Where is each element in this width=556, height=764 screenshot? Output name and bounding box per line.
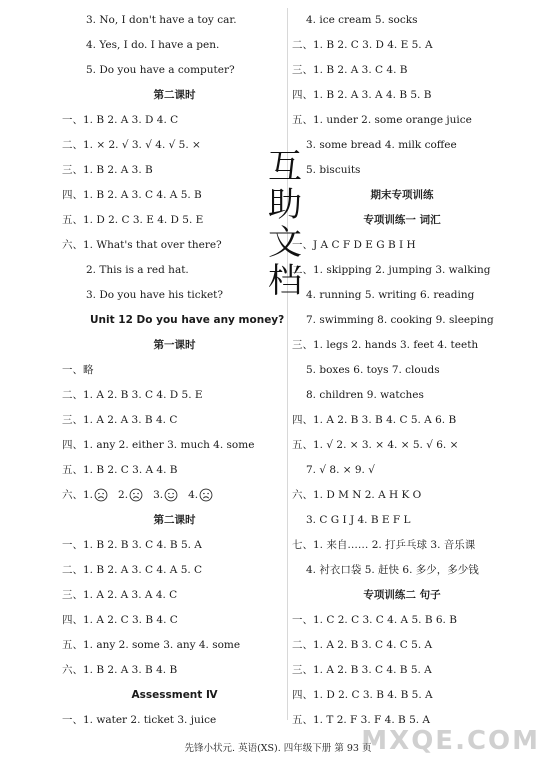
answer-line: 五、1. T 2. F 3. F 4. B 5. A	[292, 714, 431, 726]
answer-line: 3. No, I don't have a toy car.	[86, 14, 237, 26]
answer-line: 5. Do you have a computer?	[86, 64, 235, 76]
answer-line: 2. This is a red hat.	[86, 264, 189, 276]
handwritten-watermark	[268, 148, 308, 300]
answer-line: 五、1. D 2. C 3. E 4. D 5. E	[62, 214, 204, 226]
sad-face-icon	[129, 488, 143, 502]
answer-line: 五、1. any 2. some 3. any 4. some	[62, 639, 241, 651]
right-column	[292, 8, 512, 733]
answer-line: 一、J A C F D E G B I H	[292, 239, 416, 251]
answer-line: 五、1. √ 2. × 3. × 4. × 5. √ 6. ×	[292, 439, 459, 451]
answer-line: 六、1. What's that over there?	[62, 239, 222, 251]
answer-line: 四、1. D 2. C 3. B 4. B 5. A	[292, 689, 433, 701]
site-watermark-stamp: MXQE.COM	[361, 726, 540, 756]
answer-line: 7. swimming 8. cooking 9. sleeping	[306, 314, 494, 326]
page-footer: 先锋小状元. 英语(XS). 四年级下册 第 93 页	[184, 743, 372, 754]
section-heading: 期末专项训练	[370, 189, 434, 201]
answer-line: 七、1. 来自…… 2. 打乒乓球 3. 音乐课	[292, 539, 476, 551]
answer-line: 5. boxes 6. toys 7. clouds	[306, 364, 440, 376]
answer-line: 一、1. B 2. B 3. C 4. B 5. A	[62, 539, 202, 551]
answer-line: 三、1. A 2. A 3. A 4. C	[62, 589, 178, 601]
answer-line: 三、1. B 2. A 3. B	[62, 164, 153, 176]
answer-line: 8. children 9. watches	[306, 389, 424, 401]
answer-line: 六、1. D M N 2. A H K O	[292, 489, 422, 501]
sad-face-icon	[94, 488, 108, 502]
answer-line: 三、1. A 2. B 3. C 4. B 5. A	[292, 664, 432, 676]
answer-line: 五、1. under 2. some orange juice	[292, 114, 472, 126]
answer-line	[62, 483, 287, 508]
answer-line: 二、1. A 2. B 3. C 4. C 5. A	[292, 639, 433, 651]
answer-line: 3. C G I J 4. B E F L	[306, 514, 411, 526]
answer-line: 二、1. skipping 2. jumping 3. walking	[292, 264, 491, 276]
answer-line: 六、1. B 2. A 3. B 4. B	[62, 664, 178, 676]
column-divider	[287, 8, 288, 720]
answer-label: 3.	[153, 489, 164, 501]
answer-line: 一、略	[62, 364, 94, 376]
answer-line: 四、1. A 2. B 3. B 4. C 5. A 6. B	[292, 414, 457, 426]
answer-line: 3. some bread 4. milk coffee	[306, 139, 457, 151]
answer-line: 二、1. × 2. √ 3. √ 4. √ 5. ×	[62, 139, 201, 151]
happy-face-icon	[164, 488, 178, 502]
answer-line: 五、1. B 2. C 3. A 4. B	[62, 464, 178, 476]
answer-label: 六、1.	[62, 489, 94, 501]
answer-line: 3. Do you have his ticket?	[86, 289, 224, 301]
answer-line: 一、1. C 2. C 3. C 4. A 5. B 6. B	[292, 614, 457, 626]
answer-line: 二、1. A 2. B 3. C 4. D 5. E	[62, 389, 203, 401]
watermark-char: 助	[268, 185, 302, 225]
answer-line: 5. biscuits	[306, 164, 361, 176]
section-heading: 专项训练二 句子	[363, 589, 441, 601]
answer-line: 四、1. A 2. C 3. B 4. C	[62, 614, 178, 626]
answer-line: 一、1. B 2. A 3. D 4. C	[62, 114, 179, 126]
answer-line: 三、1. A 2. A 3. B 4. C	[62, 414, 178, 426]
answer-line: 4. ice cream 5. socks	[306, 14, 418, 26]
section-heading: 第二课时	[153, 89, 196, 101]
watermark-char: 档	[268, 261, 302, 301]
answer-line: 二、1. B 2. A 3. C 4. A 5. C	[62, 564, 203, 576]
sad-face-icon	[199, 488, 213, 502]
answer-line: 一、1. water 2. ticket 3. juice	[62, 714, 217, 726]
section-heading: 第一课时	[153, 339, 196, 351]
answer-line: 4. Yes, I do. I have a pen.	[86, 39, 220, 51]
section-heading: 专项训练一 词汇	[363, 214, 441, 226]
answer-line: 4. 衬衣口袋 5. 赶快 6. 多少，多少钱	[306, 564, 479, 576]
watermark-char: 互	[268, 147, 302, 187]
answer-label: 4.	[188, 489, 199, 501]
answer-line: 四、1. any 2. either 3. much 4. some	[62, 439, 255, 451]
answer-line: 4. running 5. writing 6. reading	[306, 289, 475, 301]
watermark-char: 文	[268, 223, 302, 263]
answer-line: 二、1. B 2. C 3. D 4. E 5. A	[292, 39, 433, 51]
section-heading: Unit 12 Do you have any money?	[90, 314, 285, 326]
left-column	[62, 8, 287, 733]
answer-line: 三、1. legs 2. hands 3. feet 4. teeth	[292, 339, 479, 351]
answer-label: 2.	[118, 489, 129, 501]
answer-line: 三、1. B 2. A 3. C 4. B	[292, 64, 408, 76]
section-heading: 第二课时	[153, 514, 196, 526]
section-heading: Assessment Ⅳ	[131, 689, 218, 701]
answer-line: 四、1. B 2. A 3. C 4. A 5. B	[62, 189, 202, 201]
answer-line: 四、1. B 2. A 3. A 4. B 5. B	[292, 89, 432, 101]
answer-line: 7. √ 8. × 9. √	[306, 464, 375, 476]
